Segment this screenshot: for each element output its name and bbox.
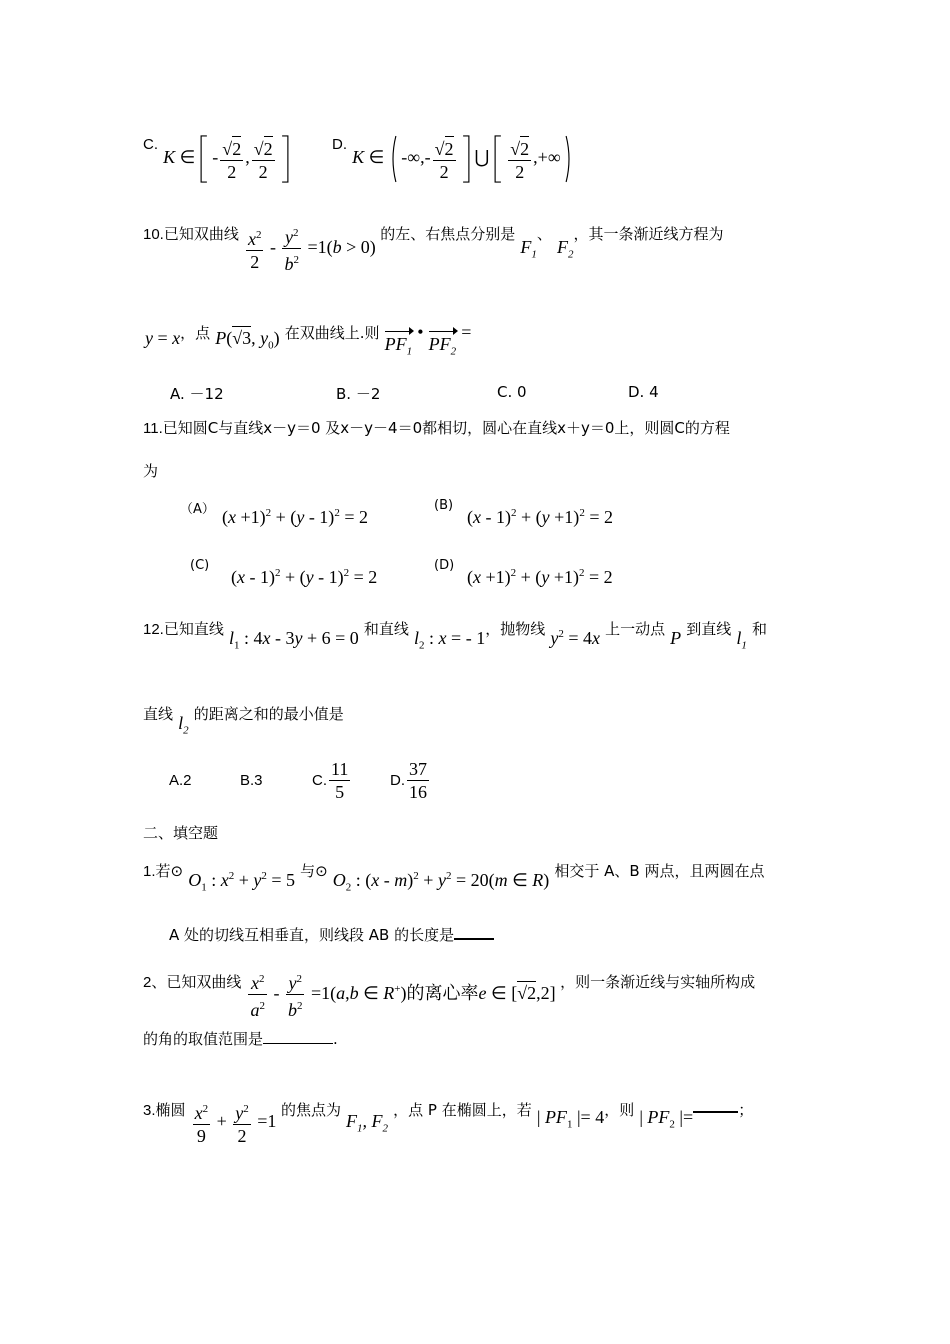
q10-line1 [143,222,724,275]
q11-option-d-expr: $(x +1)^2 + (y +1)^2 = 2$ [467,567,613,587]
f1-text2: 与⊙ [300,862,328,880]
f3-text3: ，点 P 在椭圆上，若 [393,1100,532,1119]
f2-text-line2: 的角的取值范围是 [143,1030,264,1048]
q10-equation: $\frac{x^2}{2}$ - $\frac{y^2}{b^2}$ =1(b > 0) [244,237,380,257]
q9-option-c [143,135,289,183]
q12-text6: 和 [751,620,767,638]
q11-option-c-label: (C) [190,558,210,573]
q12-option-a: A.2 [169,772,192,789]
q11-option-c-expr: (x - 1)$^2$ + (y - 1)$^2$ = 2 [231,567,378,587]
q11-option-b-label: (B) [434,498,454,513]
f1-line1 [143,860,765,894]
q12-line-l2: $l_2$ : x = - 1 [414,628,486,652]
q12-line1 [143,618,767,652]
q11-option-a-label: （A） [180,502,215,517]
q10-option-a: A. －12 [170,385,224,403]
f3-number: 3. [143,1101,156,1119]
q11-number: 11. [143,420,163,437]
f2-line2 [143,1028,338,1049]
q12-l1: $l_1$ [736,628,747,652]
f3-answer-blank[interactable] [693,1101,738,1113]
q11-line1 [143,417,730,438]
q12-number: 12. [143,621,164,638]
q12-text5: 到直线 [686,620,732,638]
f1-text-line2: A 处的切线互相垂直，则线段 AB 的长度是 [169,926,455,944]
q12-text-line2a: 直线 [143,705,174,723]
f3-text4: ，则 [604,1100,635,1119]
q12-text-line2b: 的距离之和的最小值是 [193,705,344,723]
q12-l2: $l_2$ [178,713,189,737]
q12-option-c: C. $\frac{11}{5}$ [312,759,349,802]
q11-text-line1: 已知圆C与直线x－y＝0 及x－y－4＝0都相切，圆心在直线x＋y＝0上，则圆C的方程 [162,419,730,437]
f1-text3: 相交于 A、B 两点，且两圆在点 [554,862,765,880]
q10-text2: 的左、右焦点分别是 [380,224,516,243]
q10-point: P(√3, $y_0$) [215,328,280,352]
q10-text5: 在双曲线上.则 [284,324,380,342]
q10-f1: $F_1$ [520,236,537,261]
q9-option-c-expr: K ∈ - $\frac{√2}{2}$ , $\frac{√2}{2}$ [163,147,289,167]
q10-option-c: C. 0 [497,383,527,401]
q10-vector-pf1: $PF_1$ [384,334,413,358]
f1-answer-blank[interactable] [454,924,494,940]
f2-text1: 已知双曲线 [166,972,242,991]
q10-asymptote: y = x [145,328,181,348]
q10-number: 10. [143,225,164,243]
f3-text1: 椭圆 [155,1100,186,1119]
f2-text2: ，则一条渐近线与实轴所构成 [560,972,756,991]
q10-option-b: B. －2 [336,385,381,403]
section-title: 二、填空题 [143,824,219,842]
right-paren [565,135,573,183]
q12-parabola: $y^2 = 4x$ [550,628,600,648]
q12-option-b: B.3 [240,772,263,789]
f3-line1 [143,1098,753,1147]
q9-option-c-label: C. [143,136,158,154]
f3-cond: | $PF_1$ |= 4 [536,1106,605,1131]
q11-text-line2: 为 [143,462,159,480]
left-bracket [494,135,502,183]
q10-text4: ，点 [180,324,211,342]
f1-text1: 若⊙ [155,862,184,880]
f2-answer-blank[interactable] [263,1029,333,1044]
right-bracket [462,135,470,183]
q11-option-d-label: (D) [434,558,455,573]
q10-option-d: D. 4 [628,383,659,401]
q10-sep: 、 [536,224,552,243]
f3-text2: 的焦点为 [280,1100,341,1119]
f2-line2-end: . [333,1030,338,1048]
q10-dot: • [417,322,424,342]
q12-text3: ，抛物线 [485,620,546,638]
f3-end: ； [738,1100,754,1119]
q10-f2: $F_2$ [557,236,574,261]
q9-option-d [332,135,573,183]
f1-number: 1. [143,863,156,880]
left-paren [389,135,397,183]
q12-text1: 已知直线 [163,620,224,638]
f2-equation: $\frac{x^2}{a^2}$ - $\frac{y^2}{b^2}$ =1(a,b ∈ R+)的离心率e ∈ [√2,2] [246,983,560,1003]
q9-option-d-label: D. [332,136,347,154]
q9-option-d-expr: K ∈ -∞,- $\frac{√2}{2}$ ⋃ $\frac{√2}{2}$ ,+∞ [352,147,573,167]
f2-line1 [143,968,755,1021]
f1-line2 [169,924,494,945]
q12-point: P [670,628,682,648]
f3-equation: $\frac{x^2}{9}$ + $\frac{y^2}{2}$ =1 [191,1111,281,1131]
q10-text1: 已知双曲线 [163,224,239,243]
q12-text2: 和直线 [363,620,409,638]
f3-foci: $F_1$, $F_2$ [346,1110,389,1135]
f1-circle2: $O_2$ : $(x - m)^2 + y^2 = 20(m$ ∈ R) [332,870,550,894]
f3-ask: | $PF_2$ |= [639,1106,694,1131]
q10-equals: = [461,322,472,342]
q10-line2 [145,322,472,358]
f2-number: 2、 [143,973,167,991]
q10-text3: ，其一条渐近线方程为 [573,224,724,243]
q12-line2 [143,703,344,737]
q11-option-a-expr: $(x +1)^2 + (y - 1)^2 = 2$ [222,507,368,527]
right-bracket [281,135,289,183]
left-bracket [200,135,208,183]
q12-option-d: D. $\frac{37}{16}$ [390,759,427,802]
q12-text4: 上一动点 [605,620,666,638]
q11-option-b-expr: $(x - 1)^2 + (y +1)^2 = 2$ [467,507,613,527]
f1-circle1: $O_1$ : $x^2 + y^2 = 5$ [188,870,296,894]
q12-line-l1: $l_1$ : 4x - 3y + 6 = 0 [228,628,359,652]
q10-vector-pf2: $PF_2$ [428,334,457,358]
